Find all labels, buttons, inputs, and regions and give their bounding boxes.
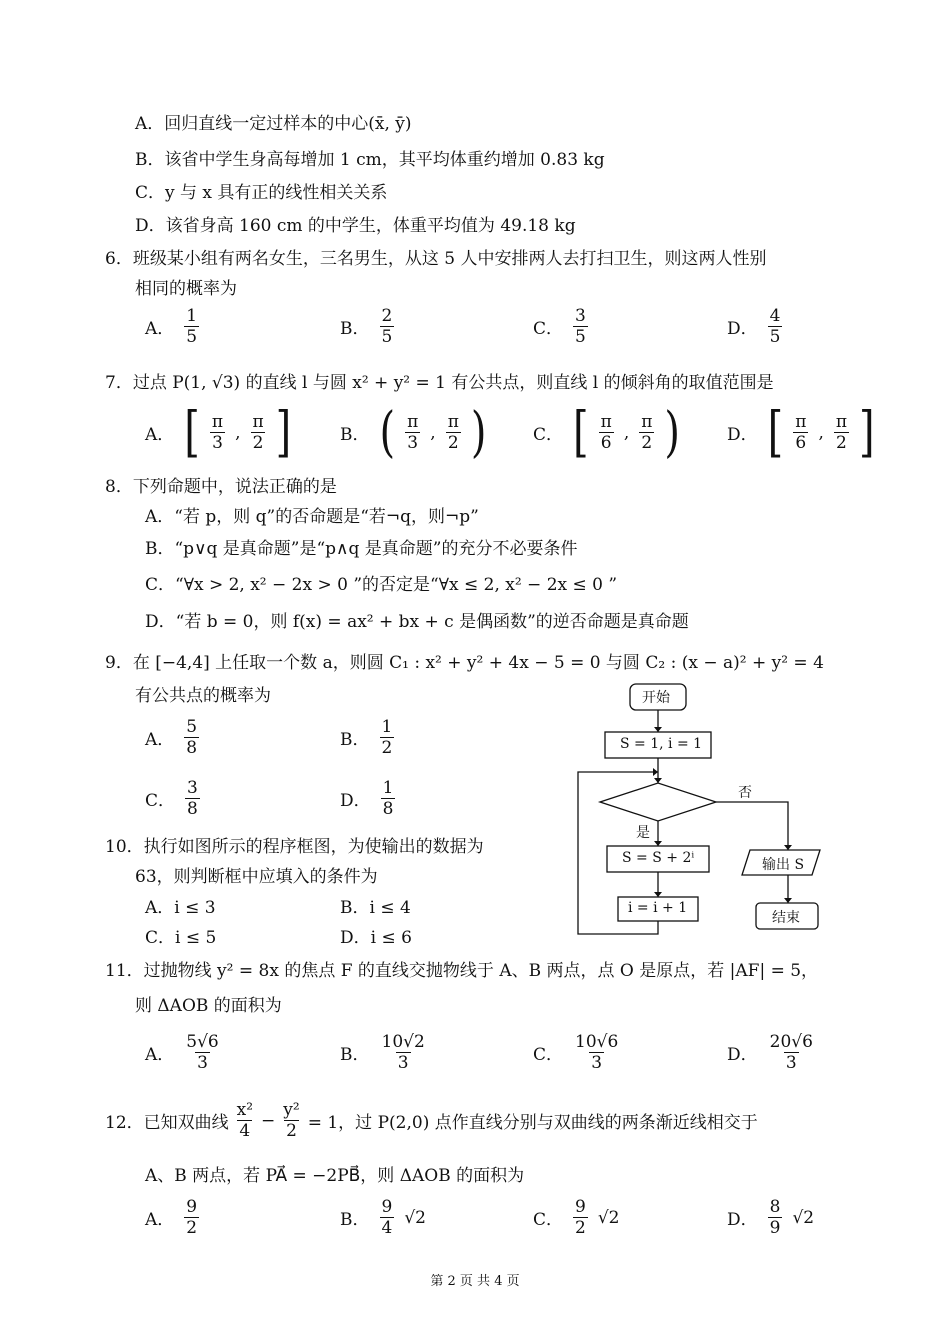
q5-option-d: D．该省身高 160 cm 的中学生，体重平均值为 49.18 kg — [135, 216, 576, 236]
denominator: 8 — [382, 799, 394, 819]
option-label: B． — [340, 730, 370, 750]
q10-stem-line2: 63，则判断框中应填入的条件为 — [135, 867, 378, 887]
option-label: D． — [727, 319, 758, 339]
q6-option-b — [340, 306, 394, 347]
q8-option-a: A．“若 p，则 q”的否命题是“若¬q，则¬p” — [145, 507, 479, 527]
denominator: 2 — [575, 1218, 586, 1238]
flowchart-lines — [570, 680, 850, 945]
q8-option-c: C．“∀x > 2, x² − 2x > 0 ”的否定是“∀x ≤ 2, x² − 2x ≤ 0 ” — [145, 575, 618, 595]
denominator: 2 — [641, 433, 653, 453]
numerator: π — [795, 412, 807, 432]
denominator: 3 — [397, 1053, 409, 1073]
fraction — [380, 1032, 427, 1073]
q11-option-c — [533, 1032, 620, 1073]
option-label: D． — [727, 1210, 758, 1230]
flowchart — [570, 680, 850, 945]
numerator: 2 — [381, 306, 393, 326]
flow-no-label: 否 — [738, 785, 752, 801]
fraction — [380, 306, 395, 347]
q6-option-c — [533, 306, 588, 347]
option-label: A． — [145, 425, 175, 445]
flow-yes-label: 是 — [636, 825, 650, 841]
fraction — [185, 778, 200, 819]
denominator: 6 — [795, 433, 807, 453]
fraction — [184, 306, 199, 347]
numerator: 20√6 — [769, 1032, 813, 1052]
fraction — [599, 412, 614, 453]
fraction — [184, 717, 199, 758]
q12-post-text: = 1，过 P(2,0) 点作直线分别与双曲线的两条渐近线相交于 — [307, 1113, 758, 1133]
q9-option-a — [145, 717, 199, 758]
q11-stem-line2: 则 ΔAOB 的面积为 — [135, 996, 282, 1016]
fraction — [210, 412, 225, 453]
q11-option-a — [145, 1032, 221, 1073]
option-label: C． — [533, 319, 564, 339]
q8-stem: 8．下列命题中，说法正确的是 — [105, 477, 337, 497]
fraction — [768, 1197, 783, 1238]
q12-stem-line2: A、B 两点，若 PA⃗ = −2PB⃗，则 ΔAOB 的面积为 — [145, 1166, 525, 1186]
denominator: 4 — [381, 1218, 393, 1238]
left-bracket: [ — [573, 401, 589, 464]
left-bracket: [ — [184, 401, 200, 464]
q9-stem-line1: 9．在 [−4,4] 上任取一个数 a，则圆 C₁ : x² + y² + 4x − 5 = 0 与圆 C₂ : (x − a)² + y² = 4 — [105, 653, 824, 673]
q7-option-d: D． [ $\frac{\pi}{6}$ , $\frac{\pi}{2}$ ] — [727, 401, 875, 464]
numerator: 5 — [186, 717, 198, 737]
numerator: π — [600, 412, 612, 432]
flow-update-s-label: S = S + 2ⁱ — [622, 850, 695, 866]
denominator: 8 — [186, 738, 198, 758]
q10-option-a: A．i ≤ 3 — [145, 898, 216, 918]
fraction — [573, 1197, 588, 1238]
q11-option-b — [340, 1032, 427, 1073]
q6-option-d — [727, 306, 782, 347]
fraction — [184, 1197, 199, 1238]
option-label: D． — [727, 425, 758, 445]
denominator: 6 — [600, 433, 612, 453]
fraction — [639, 412, 654, 453]
denominator: 2 — [286, 1121, 297, 1141]
right-bracket: ] — [275, 401, 292, 464]
option-label: D． — [340, 791, 371, 811]
q11-stem-line1: 11．过抛物线 y² = 8x 的焦点 F 的直线交抛物线于 A、B 两点，点 O 是原点，若 |AF| = 5， — [105, 961, 819, 981]
option-label: B． — [340, 425, 370, 445]
fraction — [834, 412, 849, 453]
numerator: 3 — [575, 306, 586, 326]
numerator: 9 — [575, 1197, 586, 1217]
option-label: C． — [533, 1045, 564, 1065]
q11-option-d — [727, 1032, 815, 1073]
left-bracket: [ — [767, 401, 784, 464]
numerator: 10√2 — [381, 1032, 425, 1052]
fraction — [184, 1032, 220, 1073]
numerator: π — [835, 412, 848, 432]
denominator: 3 — [591, 1053, 603, 1073]
option-label: A． — [145, 1210, 175, 1230]
fraction — [405, 412, 420, 453]
option-label: A． — [145, 1045, 175, 1065]
flow-update-i-label: i = i + 1 — [628, 900, 688, 916]
q9-option-d — [340, 778, 395, 819]
numerator: π — [252, 412, 264, 432]
denominator: 2 — [252, 433, 264, 453]
radical: √2 — [597, 1207, 620, 1228]
right-bracket: ) — [470, 401, 487, 464]
q12-stem-line1 — [105, 1100, 758, 1141]
q7-stem: 7．过点 P(1, √3) 的直线 l 与圆 x² + y² = 1 有公共点，则直线 l 的倾斜角的取值范围是 — [105, 373, 774, 393]
fraction — [768, 1032, 815, 1073]
q5-option-c: C．y 与 x 具有正的线性相关关系 — [135, 183, 388, 203]
right-bracket: ] — [859, 401, 875, 464]
option-label: D． — [727, 1045, 758, 1065]
denominator: 4 — [239, 1121, 251, 1141]
denominator: 9 — [769, 1218, 781, 1238]
option-label: B． — [340, 319, 370, 339]
decision-diamond — [600, 783, 716, 821]
flow-start-label: 开始 — [642, 690, 670, 706]
numerator: 3 — [187, 778, 198, 798]
fraction — [281, 1100, 301, 1141]
denominator: 5 — [381, 327, 393, 347]
q6-stem-line1: 6．班级某小组有两名女生，三名男生，从这 5 人中安排两人去打扫卫生，则这两人性别 — [105, 249, 767, 269]
option-label: C． — [145, 791, 176, 811]
numerator: 5√6 — [186, 1032, 219, 1052]
numerator: 9 — [186, 1197, 198, 1217]
denominator: 3 — [785, 1053, 797, 1073]
denominator: 8 — [187, 799, 198, 819]
page-footer: 第 2 页 共 4 页 — [430, 1274, 520, 1289]
q7-option-b: B． ( $\frac{\pi}{3}$ , $\frac{\pi}{2}$ ) — [340, 401, 487, 464]
q10-option-c: C．i ≤ 5 — [145, 928, 217, 948]
q7-option-a: A． [ $\frac{\pi}{3}$ , $\frac{\pi}{2}$ ] — [145, 401, 292, 464]
flow-init-label: S = 1, i = 1 — [620, 736, 703, 752]
q10-option-d: D．i ≤ 6 — [340, 928, 412, 948]
q5-option-a: A．回归直线一定过样本的中心(x̄, ȳ) — [135, 114, 412, 134]
q10-stem-line1: 10．执行如图所示的程序框图，为使输出的数据为 — [105, 837, 484, 857]
q6-option-a — [145, 306, 199, 347]
fraction — [573, 306, 588, 347]
q8-option-d: D．“若 b = 0，则 f(x) = ax² + bx + c 是偶函数”的逆否命题是真命题 — [145, 612, 689, 632]
fraction — [380, 717, 395, 758]
option-label: A． — [145, 319, 175, 339]
q12-pre-text: 12．已知双曲线 — [105, 1113, 229, 1133]
numerator: x² — [236, 1100, 254, 1120]
denominator: 2 — [381, 738, 393, 758]
q9-option-b — [340, 717, 394, 758]
denominator: 5 — [769, 327, 781, 347]
q9-option-c — [145, 778, 200, 819]
denominator: 2 — [836, 433, 847, 453]
numerator: 1 — [186, 306, 198, 326]
numerator: 8 — [769, 1197, 781, 1217]
numerator: 1 — [382, 778, 394, 798]
q12-option-a — [145, 1197, 209, 1238]
q12-option-d — [727, 1197, 814, 1238]
numerator: π — [447, 412, 459, 432]
option-label: B． — [340, 1045, 370, 1065]
option-label: A． — [145, 730, 175, 750]
numerator: π — [407, 412, 419, 432]
numerator: 4 — [769, 306, 781, 326]
left-bracket: ( — [379, 401, 396, 464]
denominator: 5 — [186, 327, 198, 347]
flow-output-label: 输出 S — [762, 857, 805, 873]
q12-option-c — [533, 1197, 620, 1238]
radical: √2 — [404, 1207, 426, 1228]
q7-option-c: C． [ $\frac{\pi}{6}$ , $\frac{\pi}{2}$ ) — [533, 401, 681, 464]
denominator: 3 — [197, 1053, 208, 1073]
numerator: π — [641, 412, 653, 432]
numerator: 10√6 — [575, 1032, 619, 1052]
flow-end-label: 结束 — [772, 910, 800, 926]
numerator: 1 — [381, 717, 393, 737]
denominator: 5 — [575, 327, 586, 347]
q8-option-b: B．“p∨q 是真命题”是“p∧q 是真命题”的充分不必要条件 — [145, 539, 578, 559]
denominator: 2 — [186, 1218, 198, 1238]
fraction — [768, 306, 783, 347]
q10-option-b: B．i ≤ 4 — [340, 898, 411, 918]
q9-stem-line2: 有公共点的概率为 — [135, 686, 271, 706]
fraction — [235, 1100, 255, 1141]
fraction — [250, 412, 265, 453]
q12-option-b — [340, 1197, 426, 1238]
q6-stem-line2: 相同的概率为 — [135, 279, 237, 299]
denominator: 3 — [407, 433, 419, 453]
fraction — [446, 412, 461, 453]
denominator: 2 — [447, 433, 459, 453]
right-bracket: ) — [664, 401, 681, 464]
numerator: 9 — [381, 1197, 393, 1217]
minus-sign: − — [261, 1110, 276, 1131]
option-label: B． — [340, 1210, 370, 1230]
option-label: C． — [533, 425, 564, 445]
fraction — [380, 1197, 395, 1238]
fraction — [573, 1032, 620, 1073]
denominator: 3 — [212, 433, 223, 453]
numerator: y² — [283, 1100, 300, 1120]
fraction — [793, 412, 808, 453]
option-label: C． — [533, 1210, 564, 1230]
fraction — [381, 778, 396, 819]
numerator: π — [211, 412, 224, 432]
radical: √2 — [792, 1207, 815, 1228]
q5-option-b: B．该省中学生身高每增加 1 cm，其平均体重约增加 0.83 kg — [135, 150, 605, 170]
